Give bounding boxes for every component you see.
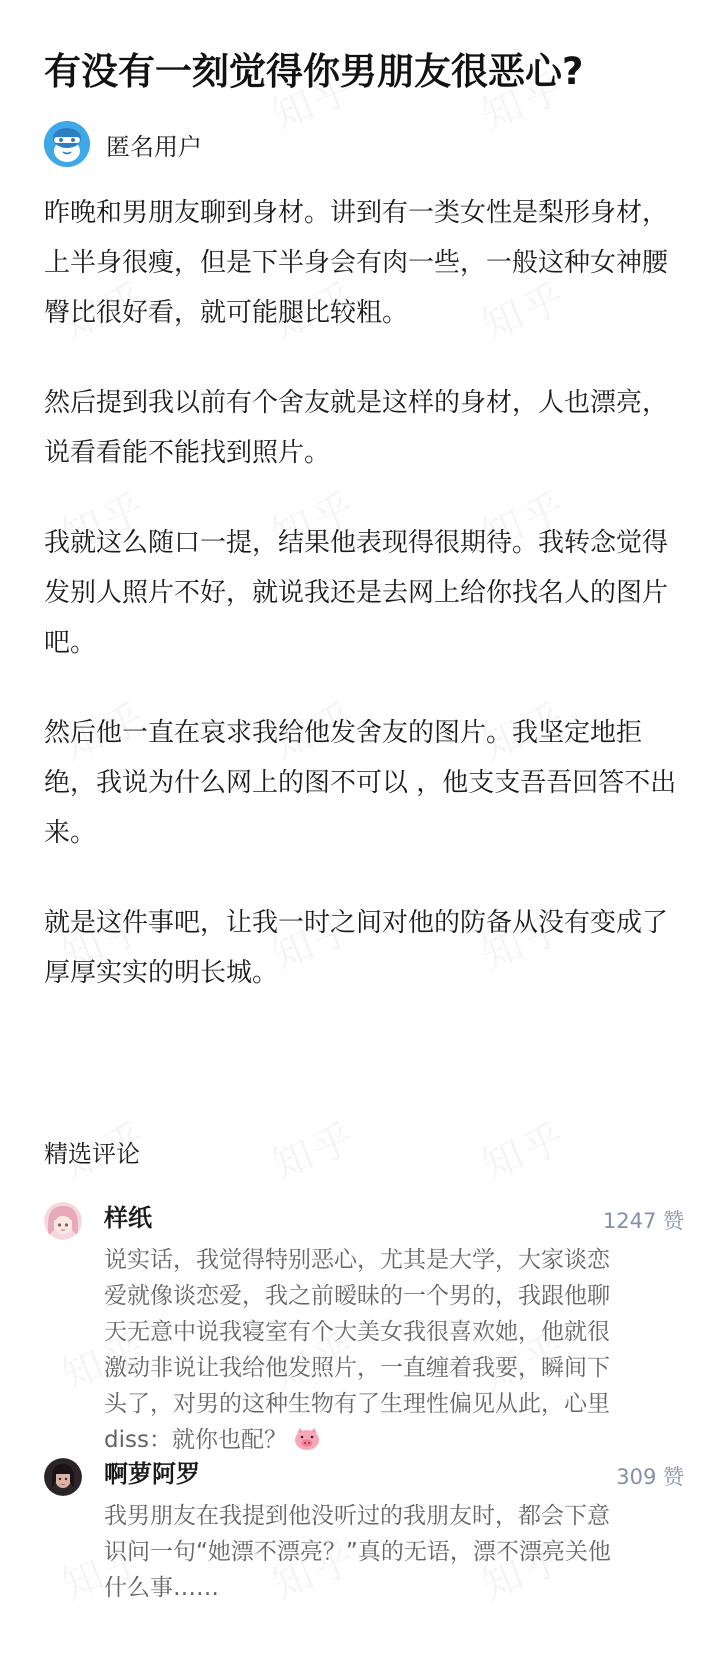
commenter-avatar[interactable] [44, 1458, 82, 1496]
anonymous-user-avatar[interactable] [44, 121, 90, 167]
comment-like-count[interactable]: 309 赞 [616, 1465, 684, 1489]
commenter-name[interactable]: 啊萝阿罗 [104, 1460, 200, 1488]
answer-body [44, 188, 684, 1038]
pink-hair-girl-avatar-icon [44, 1202, 82, 1240]
commenter-name[interactable]: 样纸 [104, 1204, 152, 1232]
comment-text [104, 1242, 624, 1458]
comment-text [104, 1498, 624, 1606]
pig-face-icon [293, 1426, 321, 1450]
commenter-avatar[interactable] [44, 1202, 82, 1240]
watermark [263, 1106, 366, 1192]
comment-like-count[interactable]: 1247 赞 [602, 1209, 684, 1233]
answer-paragraph: 昨晚和男朋友聊到身材。讲到有一类女性是梨形身材，上半身很瘦，但是下半身会有肉一些，一般这种女神腰臀比很好看，就可能腿比较粗。 [44, 198, 669, 328]
question-title[interactable]: 有没有一刻觉得你男朋友很恶心? [44, 50, 584, 93]
comment-text-content: 我男朋友在我提到他没听过的我朋友时，都会下意识问一句“她漂不漂亮？”真的无语，漂不漂亮关他什么事…… [104, 1503, 611, 1601]
answer-paragraph: 然后提到我以前有个舍友就是这样的身材，人也漂亮，说看看能不能找到照片。 [44, 388, 669, 468]
answer-paragraph: 就是这件事吧，让我一时之间对他的防备从没有变成了厚厚实实的明长城。 [44, 908, 669, 988]
author-name[interactable]: 匿名用户 [106, 132, 202, 161]
watermark [473, 1106, 576, 1192]
photo-avatar-icon [44, 1458, 82, 1496]
comment-item[interactable] [44, 1202, 684, 1453]
answer-paragraph: 然后他一直在哀求我给他发舍友的图片。我坚定地拒绝，我说为什么网上的图不可以 ，他支支吾吾回答不出来。 [44, 718, 677, 848]
answer-paragraph: 我就这么随口一提，结果他表现得很期待。我转念觉得发别人照片不好，就说我还是去网上给你找名人的图片吧。 [44, 528, 669, 658]
comment-item[interactable] [44, 1458, 684, 1618]
anonymous-avatar-icon [44, 121, 90, 167]
comment-text-content: 说实话，我觉得特别恶心，尤其是大学，大家谈恋爱就像谈恋爱，我之前暧昧的一个男的，我跟他聊天无意中说我寝室有个大美女我很喜欢她，他就很激动非说让我给他发照片，一直缠着我要，瞬间下头了，对男的这种生物有了生理性偏见从此，心里diss：就你也配？ [104, 1247, 610, 1453]
featured-comments-label: 精选评论 [44, 1140, 140, 1168]
author-row[interactable] [44, 120, 202, 168]
